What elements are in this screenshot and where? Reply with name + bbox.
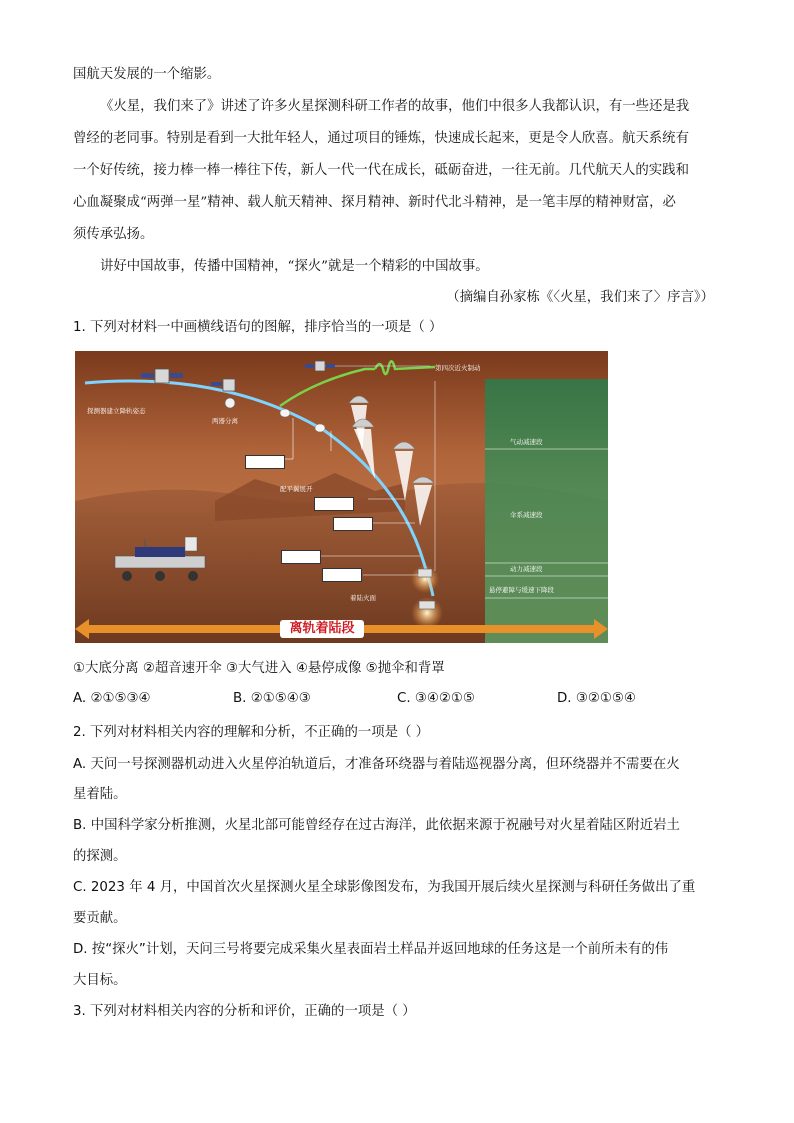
- answer-blank-4[interactable]: [281, 550, 321, 564]
- q2-option-b-line-1[interactable]: B. 中国科学家分析推测，火星北部可能曾经存在过古海洋，此依据来源于祝融号对火星着陆区附近岩土: [73, 818, 680, 833]
- label-chute-decel: 伞系减速段: [510, 511, 543, 519]
- question-1-items: ①大底分离 ②超音速开伞 ③大气进入 ④悬停成像 ⑤抛伞和背罩: [73, 661, 445, 676]
- question-2-stem: 2. 下列对材料相关内容的理解和分析，不正确的一项是（ ）: [73, 725, 430, 740]
- answer-blank-3[interactable]: [333, 517, 373, 531]
- q2-option-c-line-2: 要贡献。: [73, 911, 127, 926]
- lander-icon: [418, 569, 432, 577]
- answer-blank-1[interactable]: [245, 455, 285, 469]
- stage-band: [485, 379, 608, 643]
- label-fourth-burn: 第四次近火制动: [435, 364, 481, 372]
- label-solar-wing: 配平翼展开: [280, 485, 313, 493]
- q2-option-d-line-1[interactable]: D. 按“探火”计划，天问三号将要完成采集火星表面岩土样品并返回地球的任务这是一个前所未有的伟: [73, 942, 669, 957]
- passage-line-3: 曾经的老同事。特别是看到一大批年轻人，通过项目的锤炼，快速成长起来，更是令人欣喜。航天系统有: [73, 131, 689, 146]
- q2-option-c-line-1[interactable]: C. 2023 年 4 月，中国首次火星探测火星全球影像图发布，为我国开展后续火星探测与科研任务做出了重: [73, 880, 696, 895]
- q1-option-d[interactable]: D. ③②①⑤④: [557, 691, 636, 706]
- answer-blank-5[interactable]: [322, 568, 362, 582]
- passage-line-7: 讲好中国故事，传播中国精神，“探火”就是一个精彩的中国故事。: [100, 259, 489, 274]
- label-powered-decel: 动力减速段: [510, 565, 543, 573]
- passage-line-2: 《火星，我们来了》讲述了许多火星探测科研工作者的故事，他们中很多人我都认识，有一些还是我: [100, 99, 690, 114]
- stage-banner: 离轨着陆段: [280, 620, 364, 638]
- q1-option-b[interactable]: B. ②①⑤④③: [233, 691, 311, 706]
- passage-line-4: 一个好传统，接力棒一棒一棒往下传，新人一代一代在成长，砥砺奋进，一往无前。几代航天人的实践和: [73, 163, 689, 178]
- answer-blank-2[interactable]: [314, 497, 354, 511]
- passage-line-6: 须传承弘扬。: [73, 227, 154, 242]
- label-aero-decel: 气动减速段: [510, 438, 543, 446]
- label-separation: 两器分离: [212, 417, 238, 425]
- landing-diagram: [75, 351, 608, 643]
- q2-option-a-line-1[interactable]: A. 天问一号探测器机动进入火星停泊轨道后，才准备环绕器与着陆巡视器分离，但环绕器并不需要在火: [73, 757, 680, 772]
- q2-option-b-line-2: 的探测。: [73, 849, 127, 864]
- label-hover: 悬停避障与缓速下降段: [489, 586, 554, 594]
- passage-source: （摘编自孙家栋《〈火星，我们来了〉序言》）: [446, 290, 714, 305]
- question-3-stem: 3. 下列对材料相关内容的分析和评价，正确的一项是（ ）: [73, 1004, 416, 1019]
- passage-line-5: 心血凝聚成“两弹一星”精神、载人航天精神、探月精神、新时代北斗精神，是一笔丰厚的精神财富，必: [73, 195, 676, 210]
- q1-option-a[interactable]: A. ②①⑤③④: [73, 691, 151, 706]
- question-1-stem: 1. 下列对材料一中画横线语句的图解，排序恰当的一项是（ ）: [73, 320, 443, 335]
- label-attitude: 探测器建立降轨姿态: [87, 407, 146, 415]
- lander-hover-icon: [419, 601, 435, 609]
- q2-option-d-line-2: 大目标。: [73, 973, 127, 988]
- label-landing: 着陆火面: [350, 594, 376, 602]
- q1-option-c[interactable]: C. ③④②①⑤: [397, 691, 475, 706]
- passage-line-1: 国航天发展的一个缩影。: [73, 67, 221, 82]
- q2-option-a-line-2: 星着陆。: [73, 787, 127, 802]
